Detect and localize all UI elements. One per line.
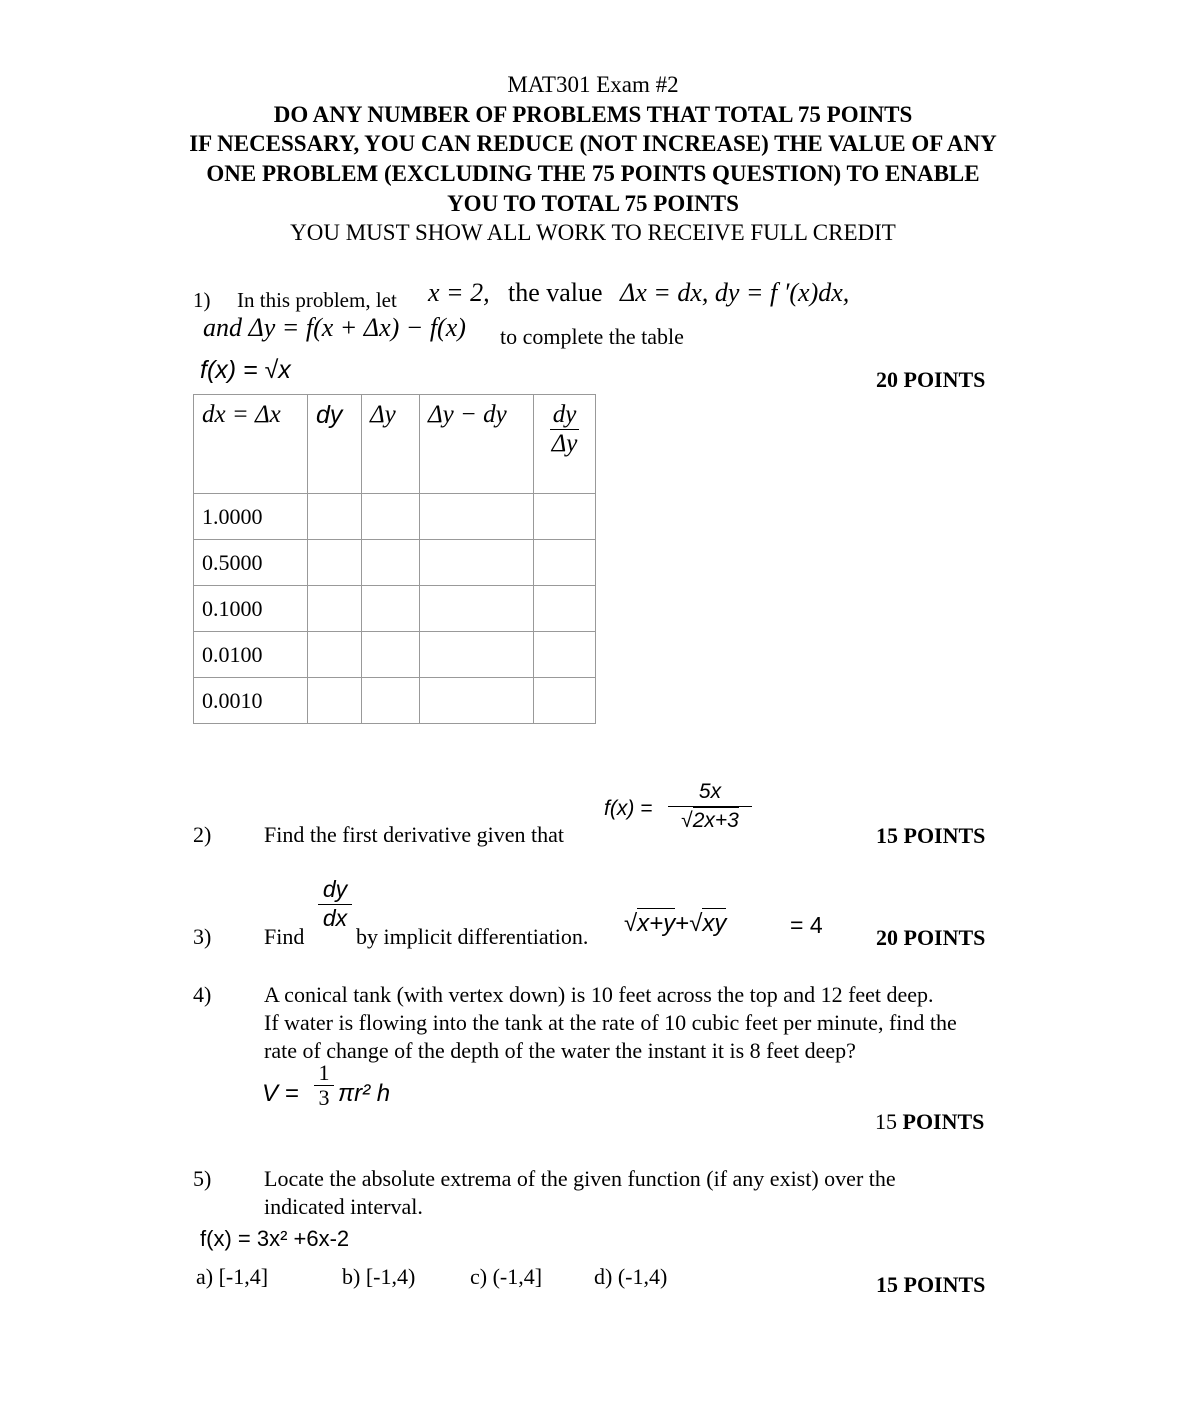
- problem-2-denominator: √2x+3: [681, 809, 739, 832]
- problem-4-points: [875, 1109, 984, 1135]
- radicand-b: xy: [702, 910, 727, 937]
- answer-cell[interactable]: [420, 678, 534, 724]
- instruction-line-5: YOU MUST SHOW ALL WORK TO RECEIVE FULL CREDIT: [290, 220, 896, 245]
- dx-cell: 0.1000: [194, 586, 308, 632]
- problem-1-intro: In this problem, let: [237, 288, 397, 312]
- answer-cell[interactable]: [420, 586, 534, 632]
- problem-3-find: Find: [264, 924, 305, 949]
- dx-cell: 0.0100: [194, 632, 308, 678]
- answer-cell[interactable]: [362, 632, 420, 678]
- instruction-line-3: ONE PROBLEM (EXCLUDING THE 75 POINTS QUESTION) TO ENABLE: [206, 161, 980, 186]
- answer-cell[interactable]: [308, 494, 362, 540]
- problem-1-dy-definition: and Δy = f(x + Δx) − f(x): [203, 313, 466, 342]
- problem-1-x-value: x = 2,: [428, 278, 490, 307]
- problem-2-lhs: f(x) =: [604, 797, 653, 820]
- problem-4-number: 4): [193, 982, 212, 1007]
- ratio-denominator: Δy: [551, 430, 578, 457]
- problem-2-number: 2): [193, 822, 212, 847]
- table-row: [194, 632, 596, 678]
- answer-cell[interactable]: [362, 540, 420, 586]
- answer-cell[interactable]: [420, 540, 534, 586]
- answer-cell[interactable]: [362, 678, 420, 724]
- answer-cell[interactable]: [534, 678, 596, 724]
- answer-cell[interactable]: [534, 494, 596, 540]
- plus-sign: +: [675, 910, 690, 937]
- derivative-denominator: dx: [322, 905, 348, 931]
- problem-3-points: 20 POINTS: [876, 925, 986, 950]
- header-difference: Δy − dy: [420, 395, 534, 494]
- problem-4-line-2: If water is flowing into the tank at the rate of 10 cubic feet per minute, find the: [264, 1010, 957, 1035]
- problem-1-value-text: the value: [508, 278, 603, 307]
- answer-cell[interactable]: [362, 586, 420, 632]
- problem-3-rhs: = 4: [790, 912, 823, 938]
- problem-3-derivative: [318, 876, 352, 932]
- answer-cell[interactable]: [534, 540, 596, 586]
- choice-c[interactable]: c) (-1,4]: [470, 1264, 543, 1289]
- problem-2-points: 15 POINTS: [876, 823, 986, 848]
- problem-5-line-2: indicated interval.: [264, 1194, 423, 1219]
- answer-cell[interactable]: [534, 586, 596, 632]
- problem-2-text: Find the first derivative given that: [264, 822, 564, 847]
- problem-4-formula-lhs: V =: [262, 1080, 299, 1107]
- choice-b[interactable]: b) [-1,4): [342, 1264, 416, 1289]
- dx-cell: 0.0010: [194, 678, 308, 724]
- header-dx: dx = Δx: [194, 395, 308, 494]
- problem-5-points: 15 POINTS: [876, 1272, 986, 1297]
- ratio-numerator: dy: [550, 401, 580, 430]
- header-ratio: [534, 395, 596, 494]
- problem-5-line-1: Locate the absolute extrema of the given function (if any exist) over the: [264, 1166, 896, 1191]
- answer-cell[interactable]: [308, 632, 362, 678]
- instruction-line-4: YOU TO TOTAL 75 POINTS: [447, 191, 739, 216]
- problem-4-line-1: A conical tank (with vertex down) is 10 feet across the top and 12 feet deep.: [264, 982, 934, 1007]
- problem-3-equation: √x+y+√xy: [624, 910, 727, 937]
- problem-2-radicand: 2x+3: [692, 809, 739, 832]
- table-row: [194, 494, 596, 540]
- radicand-a: x+y: [637, 910, 676, 937]
- derivative-numerator: dy: [318, 876, 352, 905]
- problem-2-numerator: 5x: [668, 780, 752, 807]
- formula-numerator: 1: [314, 1061, 334, 1086]
- formula-denominator: 3: [318, 1085, 330, 1110]
- dx-cell: 1.0000: [194, 494, 308, 540]
- problem-1-complete-text: to complete the table: [500, 324, 684, 349]
- problem-4-points-label: POINTS: [902, 1109, 985, 1134]
- answer-cell[interactable]: [362, 494, 420, 540]
- answer-cell[interactable]: [534, 632, 596, 678]
- problem-4-formula-fraction: [314, 1061, 334, 1110]
- answer-cell[interactable]: [308, 540, 362, 586]
- problem-3-text: by implicit differentiation.: [356, 924, 589, 949]
- instruction-line-1: DO ANY NUMBER OF PROBLEMS THAT TOTAL 75 POINTS: [273, 102, 913, 127]
- problem-2-fraction: [668, 780, 752, 833]
- header-dy: dy: [308, 395, 362, 494]
- problem-4-points-number: 15: [875, 1109, 897, 1134]
- table-row: [194, 540, 596, 586]
- problem-1-table: [193, 394, 596, 724]
- answer-cell[interactable]: [308, 586, 362, 632]
- problem-5-number: 5): [193, 1166, 212, 1191]
- answer-cell[interactable]: [420, 494, 534, 540]
- problem-3-number: 3): [193, 924, 212, 949]
- instruction-line-2: IF NECESSARY, YOU CAN REDUCE (NOT INCREASE) THE VALUE OF ANY: [189, 131, 997, 156]
- problem-1-function: f(x) = √x: [200, 356, 291, 384]
- exam-title: MAT301 Exam #2: [507, 72, 679, 97]
- problem-1-number: 1): [193, 288, 211, 312]
- answer-cell[interactable]: [308, 678, 362, 724]
- problem-4-formula-rhs: πr² h: [338, 1080, 391, 1107]
- problem-1-dx-definition: Δx = dx, dy = f ′(x)dx,: [620, 278, 850, 307]
- choice-d[interactable]: d) (-1,4): [594, 1264, 668, 1289]
- answer-cell[interactable]: [420, 632, 534, 678]
- problem-5-function: f(x) = 3x² +6x-2: [200, 1226, 350, 1251]
- problem-1-points: 20 POINTS: [876, 367, 986, 392]
- problem-4-line-3: rate of change of the depth of the water the instant it is 8 feet deep?: [264, 1038, 856, 1063]
- header-delta-y: Δy: [362, 395, 420, 494]
- dx-cell: 0.5000: [194, 540, 308, 586]
- table-row: [194, 678, 596, 724]
- choice-a[interactable]: a) [-1,4]: [196, 1264, 269, 1289]
- table-row: [194, 586, 596, 632]
